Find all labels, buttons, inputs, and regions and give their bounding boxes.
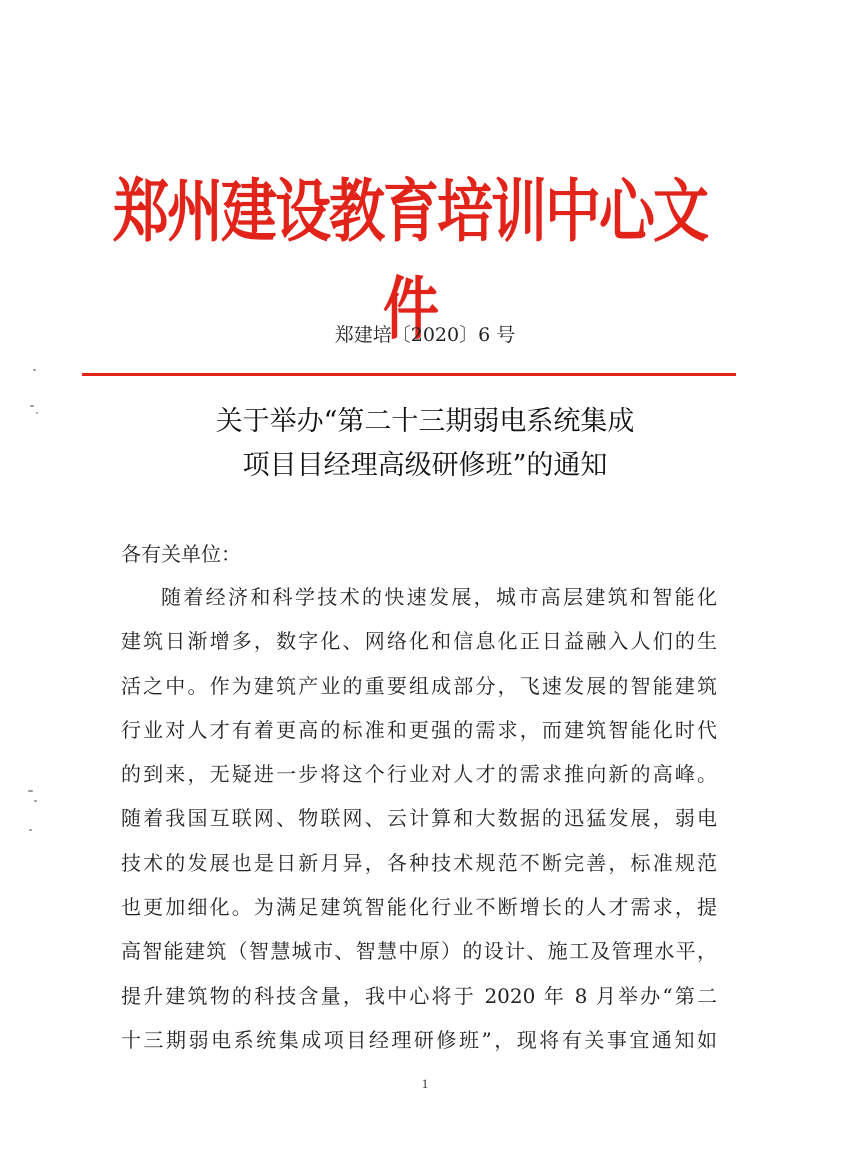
body-line: 的到来，无疑进一步将这个行业对人才的需求推向新的高峰。 <box>121 762 717 787</box>
body-line: 活之中。作为建筑产业的重要组成部分，飞速发展的智能建筑 <box>121 673 717 698</box>
salutation: 各有关单位： <box>121 542 241 566</box>
document-number: 郑建培〔2020〕6 号 <box>334 324 516 346</box>
scan-speck <box>28 790 33 792</box>
body-line: 行业对人才有着更高的标准和更强的需求，而建筑智能化时代 <box>121 717 717 742</box>
document-masthead: 郑州建设教育培训中心文件 <box>113 171 707 350</box>
scan-speck <box>36 412 38 414</box>
body-line: 随着经济和科学技术的快速发展，城市高层建筑和智能化 <box>161 585 717 609</box>
notice-title-line-2: 项目目经理高级研修班”的通知 <box>242 450 608 481</box>
body-line: 建筑日渐增多，数字化、网络化和信息化正日益融入人们的生 <box>121 629 717 654</box>
page-number: 1 <box>421 1076 429 1091</box>
scan-speck <box>29 829 32 831</box>
scan-speck <box>34 800 37 802</box>
red-divider-line <box>82 373 736 376</box>
body-paragraph <box>121 575 717 1062</box>
body-line: 也更加细化。为满足建筑智能化行业不断增长的人才需求，提 <box>121 895 717 920</box>
scan-speck <box>30 405 34 407</box>
notice-title <box>0 400 850 488</box>
body-line: 提升建筑物的科技含量，我中心将于 2020 年 8 月举办“第二 <box>121 983 717 1008</box>
body-line: 高智能建筑（智慧城市、智慧中原）的设计、施工及管理水平， <box>121 939 717 964</box>
scan-speck <box>33 369 36 371</box>
body-line: 随着我国互联网、物联网、云计算和大数据的迅猛发展，弱电 <box>121 806 717 831</box>
body-line: 十三期弱电系统集成项目经理研修班”，现将有关事宜通知如 <box>121 1027 717 1052</box>
body-line: 技术的发展也是日新月异，各种技术规范不断完善，标准规范 <box>121 850 717 875</box>
notice-title-line-1: 关于举办“第二十三期弱电系统集成 <box>215 406 635 437</box>
